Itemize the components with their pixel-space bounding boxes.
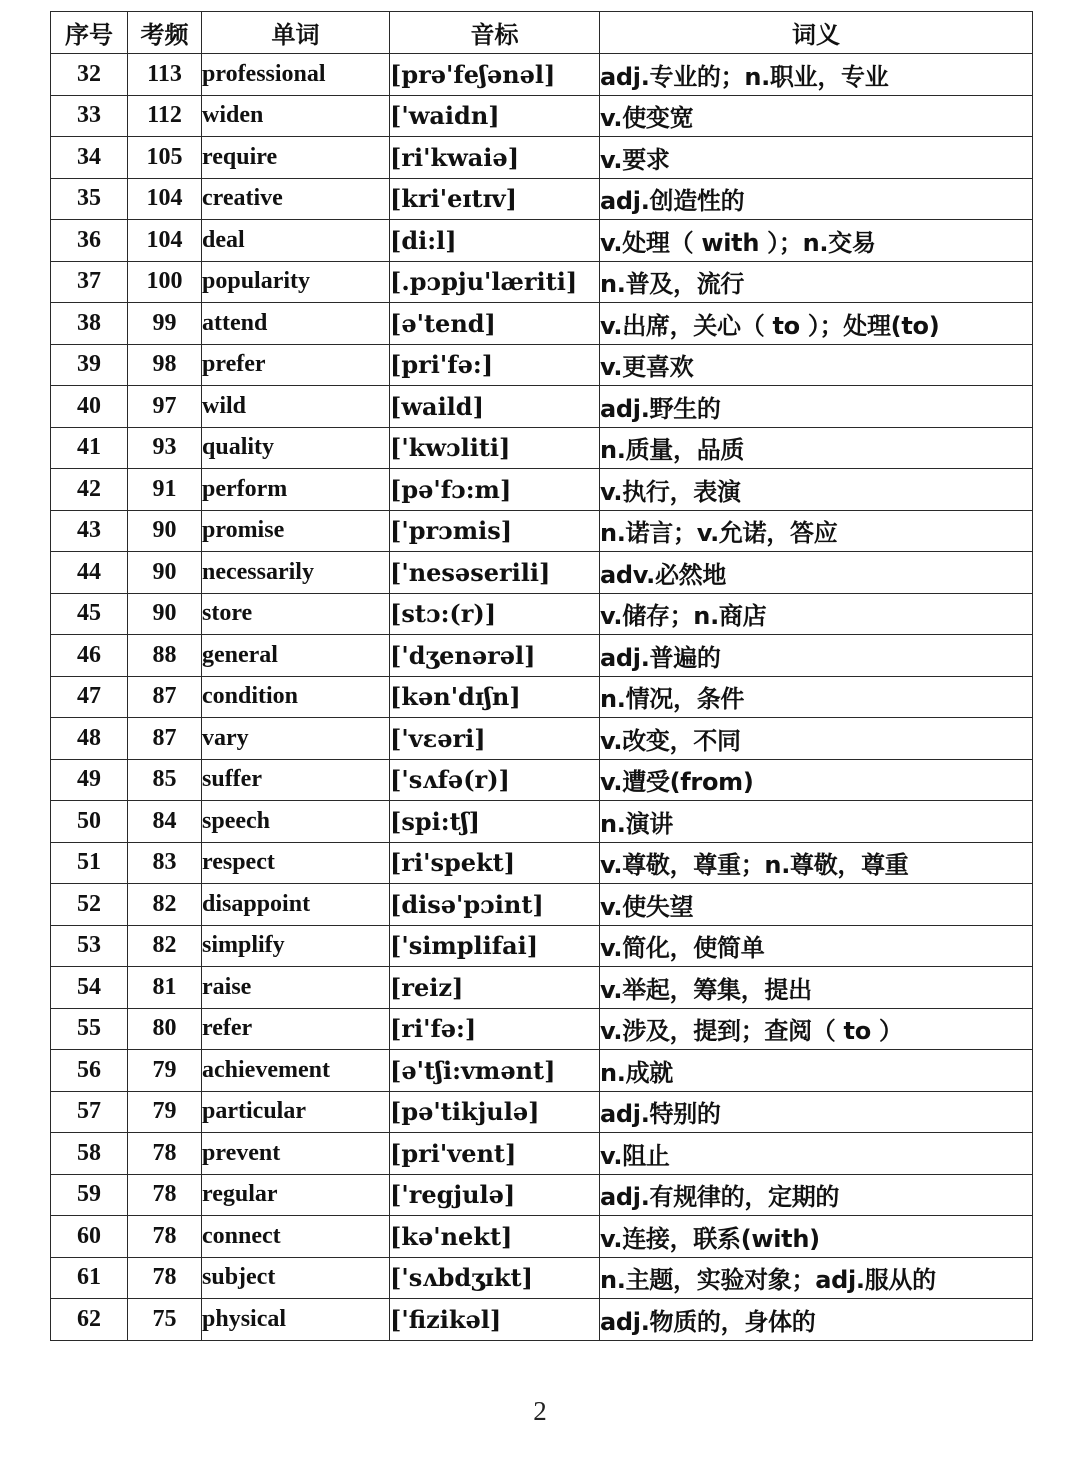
cell-frequency: 87 <box>128 676 202 718</box>
cell-word: physical <box>202 1299 390 1341</box>
table-row <box>51 552 1033 594</box>
cell-phonetic: [pə'tikjulə] <box>390 1091 600 1133</box>
table-row <box>51 1174 1033 1216</box>
cell-meaning: v.涉及，提到；查阅（ to ） <box>600 1008 1033 1050</box>
cell-phonetic: ['sʌfə(r)] <box>390 759 600 801</box>
cell-meaning: adj.有规律的，定期的 <box>600 1174 1033 1216</box>
table-row <box>51 344 1033 386</box>
table-row <box>51 1091 1033 1133</box>
cell-phonetic: [pri'fə:] <box>390 344 600 386</box>
cell-index: 60 <box>51 1216 128 1258</box>
cell-meaning: v.遭受(from) <box>600 759 1033 801</box>
cell-word: perform <box>202 469 390 511</box>
cell-phonetic: [.pɔpju'læriti] <box>390 261 600 303</box>
cell-word: necessarily <box>202 552 390 594</box>
cell-frequency: 79 <box>128 1091 202 1133</box>
cell-index: 40 <box>51 386 128 428</box>
page-number: 2 <box>533 1396 547 1426</box>
cell-phonetic: [di:l] <box>390 220 600 262</box>
cell-frequency: 83 <box>128 842 202 884</box>
cell-meaning: v.储存；n.商店 <box>600 593 1033 635</box>
table-body <box>51 54 1033 1341</box>
cell-meaning: v.更喜欢 <box>600 344 1033 386</box>
cell-frequency: 87 <box>128 718 202 760</box>
cell-meaning: v.连接，联系(with) <box>600 1216 1033 1258</box>
cell-phonetic: [waild] <box>390 386 600 428</box>
cell-frequency: 81 <box>128 967 202 1009</box>
cell-meaning: adv.必然地 <box>600 552 1033 594</box>
cell-phonetic: [kri'eɪtɪv] <box>390 178 600 220</box>
table-row <box>51 801 1033 843</box>
table-row <box>51 261 1033 303</box>
cell-frequency: 113 <box>128 54 202 96</box>
cell-meaning: v.尊敬，尊重；n.尊敬，尊重 <box>600 842 1033 884</box>
cell-word: professional <box>202 54 390 96</box>
header-word: 单词 <box>202 12 390 54</box>
cell-meaning: adj.创造性的 <box>600 178 1033 220</box>
cell-index: 35 <box>51 178 128 220</box>
table-row <box>51 1008 1033 1050</box>
cell-meaning: v.改变，不同 <box>600 718 1033 760</box>
cell-phonetic: [kə'nekt] <box>390 1216 600 1258</box>
cell-meaning: v.简化，使简单 <box>600 925 1033 967</box>
cell-frequency: 78 <box>128 1216 202 1258</box>
cell-meaning: adj.专业的；n.职业，专业 <box>600 54 1033 96</box>
cell-frequency: 105 <box>128 137 202 179</box>
cell-word: connect <box>202 1216 390 1258</box>
cell-phonetic: [ri'kwaiə] <box>390 137 600 179</box>
cell-index: 54 <box>51 967 128 1009</box>
cell-word: promise <box>202 510 390 552</box>
cell-phonetic: [prə'feʃənəl] <box>390 54 600 96</box>
cell-phonetic: [spi:tʃ] <box>390 801 600 843</box>
cell-word: refer <box>202 1008 390 1050</box>
cell-phonetic: ['vɛəri] <box>390 718 600 760</box>
cell-frequency: 104 <box>128 178 202 220</box>
cell-phonetic: [reiz] <box>390 967 600 1009</box>
table-row <box>51 510 1033 552</box>
cell-phonetic: ['fizikəl] <box>390 1299 600 1341</box>
cell-frequency: 75 <box>128 1299 202 1341</box>
cell-phonetic: ['simplifai] <box>390 925 600 967</box>
cell-index: 59 <box>51 1174 128 1216</box>
cell-phonetic: ['dʒenərəl] <box>390 635 600 677</box>
cell-phonetic: [ə'tʃi:vmənt] <box>390 1050 600 1092</box>
table-row <box>51 1050 1033 1092</box>
cell-meaning: v.举起，筹集，提出 <box>600 967 1033 1009</box>
cell-frequency: 90 <box>128 593 202 635</box>
cell-meaning: n.普及，流行 <box>600 261 1033 303</box>
cell-index: 46 <box>51 635 128 677</box>
cell-frequency: 88 <box>128 635 202 677</box>
table-row <box>51 1257 1033 1299</box>
cell-word: prevent <box>202 1133 390 1175</box>
cell-frequency: 79 <box>128 1050 202 1092</box>
cell-phonetic: ['kwɔliti] <box>390 427 600 469</box>
cell-phonetic: [stɔ:(r)] <box>390 593 600 635</box>
cell-word: achievement <box>202 1050 390 1092</box>
cell-word: attend <box>202 303 390 345</box>
cell-phonetic: [pri'vent] <box>390 1133 600 1175</box>
header-row <box>51 12 1033 54</box>
cell-index: 48 <box>51 718 128 760</box>
cell-index: 55 <box>51 1008 128 1050</box>
cell-frequency: 90 <box>128 552 202 594</box>
cell-meaning: adj.物质的，身体的 <box>600 1299 1033 1341</box>
table-row <box>51 718 1033 760</box>
cell-phonetic: ['nesəserili] <box>390 552 600 594</box>
cell-word: prefer <box>202 344 390 386</box>
cell-frequency: 104 <box>128 220 202 262</box>
header-meaning: 词义 <box>600 12 1033 54</box>
cell-frequency: 112 <box>128 95 202 137</box>
cell-index: 49 <box>51 759 128 801</box>
cell-word: creative <box>202 178 390 220</box>
cell-phonetic: [ə'tend] <box>390 303 600 345</box>
cell-word: condition <box>202 676 390 718</box>
table-row <box>51 1299 1033 1341</box>
cell-frequency: 100 <box>128 261 202 303</box>
cell-meaning: n.成就 <box>600 1050 1033 1092</box>
cell-index: 32 <box>51 54 128 96</box>
cell-meaning: v.处理（ with ）；n.交易 <box>600 220 1033 262</box>
table-row <box>51 469 1033 511</box>
cell-word: particular <box>202 1091 390 1133</box>
table-row <box>51 220 1033 262</box>
header-index: 序号 <box>51 12 128 54</box>
table-row <box>51 967 1033 1009</box>
cell-frequency: 82 <box>128 925 202 967</box>
cell-word: require <box>202 137 390 179</box>
cell-frequency: 99 <box>128 303 202 345</box>
table-row <box>51 842 1033 884</box>
table-row <box>51 54 1033 96</box>
cell-word: raise <box>202 967 390 1009</box>
cell-index: 45 <box>51 593 128 635</box>
cell-meaning: v.要求 <box>600 137 1033 179</box>
cell-meaning: n.演讲 <box>600 801 1033 843</box>
cell-meaning: n.诺言；v.允诺，答应 <box>600 510 1033 552</box>
cell-frequency: 91 <box>128 469 202 511</box>
cell-word: suffer <box>202 759 390 801</box>
cell-word: quality <box>202 427 390 469</box>
cell-word: regular <box>202 1174 390 1216</box>
table-row <box>51 1133 1033 1175</box>
table-row <box>51 427 1033 469</box>
cell-phonetic: [pə'fɔ:m] <box>390 469 600 511</box>
cell-meaning: v.使变宽 <box>600 95 1033 137</box>
cell-meaning: n.质量，品质 <box>600 427 1033 469</box>
cell-index: 57 <box>51 1091 128 1133</box>
cell-meaning: adj.特别的 <box>600 1091 1033 1133</box>
table-row <box>51 759 1033 801</box>
cell-meaning: adj.野生的 <box>600 386 1033 428</box>
cell-index: 43 <box>51 510 128 552</box>
cell-index: 34 <box>51 137 128 179</box>
table-row <box>51 178 1033 220</box>
cell-meaning: n.情况，条件 <box>600 676 1033 718</box>
cell-word: store <box>202 593 390 635</box>
cell-word: simplify <box>202 925 390 967</box>
cell-phonetic: [disə'pɔint] <box>390 884 600 926</box>
table-row <box>51 884 1033 926</box>
cell-index: 47 <box>51 676 128 718</box>
cell-word: disappoint <box>202 884 390 926</box>
table-header <box>51 12 1033 54</box>
cell-phonetic: ['sʌbdʒɪkt] <box>390 1257 600 1299</box>
cell-word: general <box>202 635 390 677</box>
cell-frequency: 85 <box>128 759 202 801</box>
cell-index: 62 <box>51 1299 128 1341</box>
cell-frequency: 98 <box>128 344 202 386</box>
cell-index: 39 <box>51 344 128 386</box>
cell-meaning: n.主题，实验对象；adj.服从的 <box>600 1257 1033 1299</box>
cell-meaning: v.执行，表演 <box>600 469 1033 511</box>
cell-index: 52 <box>51 884 128 926</box>
cell-phonetic: ['prɔmis] <box>390 510 600 552</box>
cell-index: 56 <box>51 1050 128 1092</box>
cell-word: widen <box>202 95 390 137</box>
table-row <box>51 386 1033 428</box>
cell-word: respect <box>202 842 390 884</box>
cell-word: wild <box>202 386 390 428</box>
cell-frequency: 84 <box>128 801 202 843</box>
header-phonetic: 音标 <box>390 12 600 54</box>
table-row <box>51 137 1033 179</box>
cell-frequency: 78 <box>128 1257 202 1299</box>
table-row <box>51 593 1033 635</box>
cell-frequency: 80 <box>128 1008 202 1050</box>
cell-index: 42 <box>51 469 128 511</box>
cell-word: deal <box>202 220 390 262</box>
cell-frequency: 93 <box>128 427 202 469</box>
cell-frequency: 90 <box>128 510 202 552</box>
table-row <box>51 303 1033 345</box>
cell-index: 61 <box>51 1257 128 1299</box>
cell-meaning: v.阻止 <box>600 1133 1033 1175</box>
cell-index: 38 <box>51 303 128 345</box>
cell-phonetic: ['waidn] <box>390 95 600 137</box>
cell-index: 37 <box>51 261 128 303</box>
cell-meaning: v.使失望 <box>600 884 1033 926</box>
cell-word: vary <box>202 718 390 760</box>
table-row <box>51 676 1033 718</box>
cell-index: 41 <box>51 427 128 469</box>
header-frequency: 考频 <box>128 12 202 54</box>
cell-meaning: v.出席，关心（ to ）；处理(to) <box>600 303 1033 345</box>
vocabulary-table <box>50 11 1033 1341</box>
cell-index: 50 <box>51 801 128 843</box>
cell-index: 44 <box>51 552 128 594</box>
cell-phonetic: [ri'fə:] <box>390 1008 600 1050</box>
table-row <box>51 925 1033 967</box>
cell-frequency: 78 <box>128 1174 202 1216</box>
cell-meaning: adj.普遍的 <box>600 635 1033 677</box>
cell-word: subject <box>202 1257 390 1299</box>
cell-phonetic: [ri'spekt] <box>390 842 600 884</box>
cell-frequency: 97 <box>128 386 202 428</box>
cell-word: popularity <box>202 261 390 303</box>
table-row <box>51 635 1033 677</box>
cell-index: 36 <box>51 220 128 262</box>
cell-index: 51 <box>51 842 128 884</box>
cell-word: speech <box>202 801 390 843</box>
cell-phonetic: ['regjulə] <box>390 1174 600 1216</box>
cell-index: 58 <box>51 1133 128 1175</box>
cell-phonetic: [kən'dɪʃn] <box>390 676 600 718</box>
table-row <box>51 1216 1033 1258</box>
cell-index: 33 <box>51 95 128 137</box>
cell-frequency: 82 <box>128 884 202 926</box>
table-row <box>51 95 1033 137</box>
cell-index: 53 <box>51 925 128 967</box>
cell-frequency: 78 <box>128 1133 202 1175</box>
